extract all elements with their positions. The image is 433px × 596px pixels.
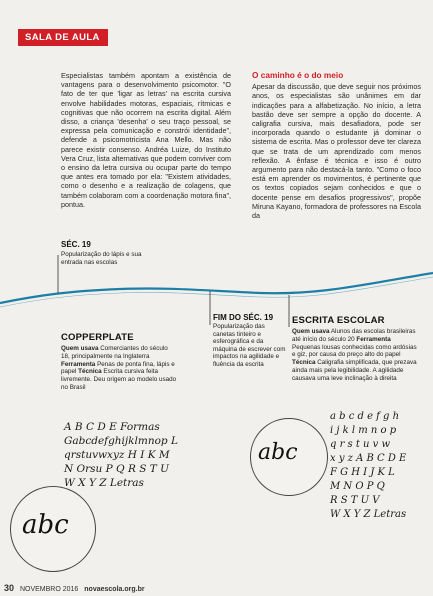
- era-label-fim-sec19: FIM DO SÉC. 19: [213, 313, 274, 322]
- who-text: Comerciantes do século 18, principalmente na Inglaterra: [61, 345, 168, 360]
- tool-label: Ferramenta: [61, 360, 96, 368]
- era-desc-fim-sec19: Popularização das canetas tinteiro e esferográfica e da máquina de escrever com impactos na agilidade e fluência da escrita: [213, 323, 286, 368]
- tech-label: Técnica: [78, 368, 102, 376]
- copperplate-title: COPPERPLATE: [61, 332, 134, 343]
- escolar-circle-text: abc: [258, 440, 298, 465]
- article-paragraph: Especialistas também apontam a existência de vantagens para o desenvolvimento psicomotor. "O fato de ter que 'ligar as letras' na escrita cursiva envolve habilidades motoras, espaciais, rítmicas e cognitivas que não ocorrem na escrita digital. Além disso, a criança 'desenha' o seu traço pessoal, se expressa pela comunicação e constrói identidade", defende a psicomotricista Ana Mello. Mas não parece existir consenso. Andréa Luize, do Instituto Vera Cruz, lista alternativas que podem conviver com o ensino da letra cursiva ou ocupar parte do tempo que antes era tomado por ela: "Existem atividades, como o desenho e a realização de colagens, que também colaboram com a coordenação motora fina", pontua.: [61, 71, 231, 209]
- issue-date: NOVEMBRO 2016: [19, 586, 79, 593]
- who-label: Quem usava: [292, 328, 330, 335]
- who-label: Quem usava: [61, 345, 99, 352]
- page-number: 30: [4, 583, 15, 593]
- era-label-sec19: SÉC. 19: [61, 240, 91, 249]
- copperplate-body: [61, 345, 177, 392]
- escolar-sample: a b c d e f g h i j k l m n o p q r s t u v w x y z A B C D E F G H I J K L M N O P Q R S T U V W X Y Z Letras: [330, 411, 407, 520]
- copperplate-circle-text: abc: [22, 510, 69, 540]
- tech-label: Técnica: [292, 359, 316, 367]
- escolar-title: ESCRITA ESCOLAR: [292, 315, 385, 326]
- era-desc-sec19: Popularização do lápis e sua entrada nas escolas: [61, 251, 142, 266]
- tech-text: Caligrafia simplificada, que prezava ainda mais pela legibilidade. A agilidade causava uma leve inclinação à direita: [292, 359, 417, 382]
- tech-text: Escrita cursiva feita livremente. Deu origem ao modelo usado no Brasil: [61, 368, 177, 391]
- escolar-body: [292, 328, 417, 383]
- right-subhead: O caminho é o do meio: [252, 70, 344, 80]
- who-text: Alunos das escolas brasileiras até início do século 20: [292, 328, 416, 343]
- article-right-column: [252, 71, 421, 220]
- tool-text: Pequenas lousas conhecidas como ardósias e giz, por causa do preço alto do papel: [292, 343, 417, 359]
- page-footer: [0, 583, 145, 593]
- article-left-column: [61, 71, 231, 209]
- site-link: novaescola.org.br: [84, 586, 145, 593]
- section-tag: SALA DE AULA: [18, 29, 108, 46]
- tool-label: Ferramenta: [356, 335, 391, 343]
- copperplate-sample: A B C D E Formas Gabcdefghijklmnop L qrstuvwxyz H I K M N Orsu P Q R S T U W X Y Z Letras: [64, 421, 178, 489]
- article-paragraph: Apesar da discussão, que deve seguir nos próximos anos, os especialistas são unânimes em dar indicações para a alfabetização. No início, a letra bastão deve ser sempre a opção do docente. A caligrafia cursiva, mais desafiadora, pode ser incorporada quando o estudante já dominar o sistema de escrita. Mas o professor deve ter clareza que se trata de um aprendizado com menos reflexão. A ênfase é técnica e isso é outro argumento para não destacá-la tanto. "Como o foco está em aprender os movimentos, é pertinente que os textos copiados sejam conhecidos e que o docente pense em desafios progressivos", propõe Miruna Kayano, formadora de professores na Escola da: [252, 82, 421, 221]
- tool-text: Penas de ponta fina, lápis e papel: [61, 360, 175, 376]
